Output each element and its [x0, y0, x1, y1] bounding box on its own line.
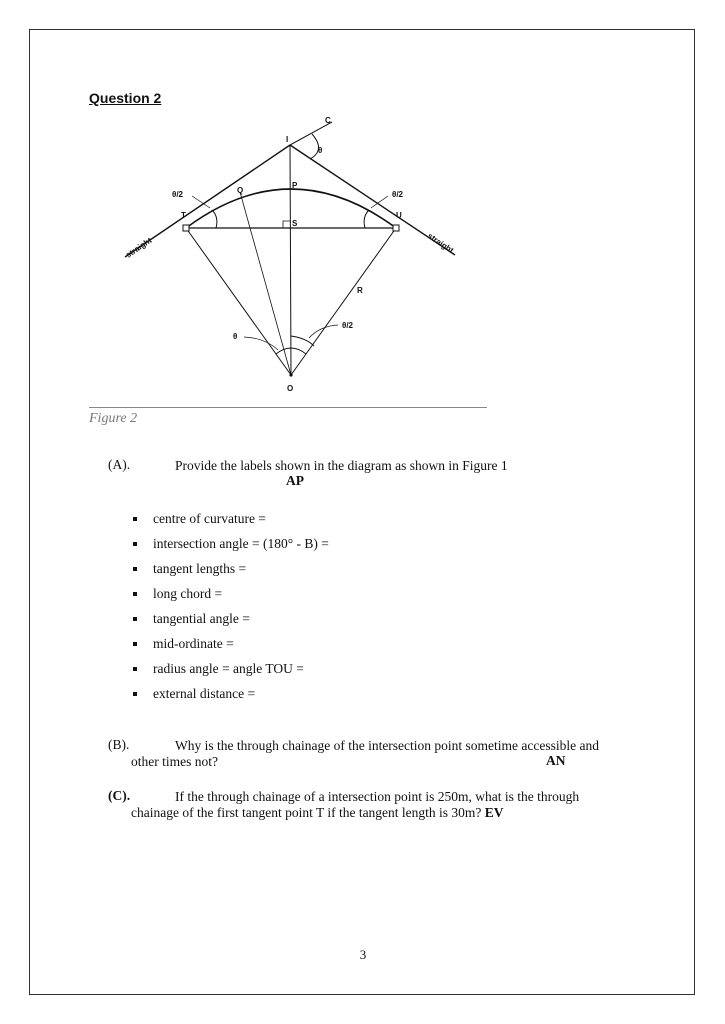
label-theta-i: θ — [318, 146, 323, 155]
label-half-theta-t: θ/2 — [172, 190, 183, 199]
list-item: intersection angle = (180° - B) = — [133, 531, 329, 556]
list-item: centre of curvature = — [133, 506, 329, 531]
part-c-line2: chainage of the first tangent point T if the tangent length is 30m? EV — [131, 805, 504, 820]
label-r: R — [357, 286, 363, 295]
label-t: T — [181, 211, 186, 220]
list-item: external distance = — [133, 681, 329, 706]
figure-caption: Figure 2 — [89, 411, 138, 426]
label-q: Q — [237, 186, 244, 195]
figure-rule — [89, 407, 487, 408]
radius-oq — [240, 192, 291, 375]
list-item: tangent lengths = — [133, 556, 329, 581]
radius-ot — [186, 228, 291, 375]
part-a-label: (A). — [108, 457, 131, 472]
angle-arc-u — [364, 210, 369, 228]
leader-half-theta-u — [371, 196, 388, 208]
list-item: long chord = — [133, 581, 329, 606]
part-b-line2: other times not? — [131, 754, 218, 769]
centre-line — [290, 145, 291, 375]
label-straight-right: straight — [425, 231, 456, 256]
list-item: tangential angle = — [133, 606, 329, 631]
page-number: 3 — [359, 947, 367, 962]
radius-ou — [291, 228, 396, 375]
tangent-point-t — [183, 225, 189, 231]
bullet-icon — [133, 617, 137, 621]
part-b-initials: AN — [546, 753, 566, 768]
bullet-icon — [133, 592, 137, 596]
label-list — [133, 506, 329, 706]
label-o: O — [287, 384, 294, 393]
label-c: C — [325, 116, 331, 125]
label-straight-left: straight — [124, 235, 154, 260]
tangent-point-u — [393, 225, 399, 231]
question-title: Question 2 — [89, 90, 162, 106]
bullet-icon — [133, 642, 137, 646]
label-u: U — [396, 211, 402, 220]
list-item: mid-ordinate = — [133, 631, 329, 656]
label-theta-o: θ — [233, 332, 238, 341]
part-c-line1: If the through chainage of a intersection point is 250m, what is the through — [175, 789, 580, 804]
part-a-initials: AP — [286, 473, 304, 488]
bullet-icon — [133, 567, 137, 571]
curve-diagram — [120, 110, 480, 400]
bullet-icon — [133, 542, 137, 546]
part-c-initials: EV — [484, 805, 504, 820]
extension-c-line — [290, 122, 332, 145]
label-i: I — [286, 135, 289, 144]
label-half-theta-u: θ/2 — [392, 190, 403, 199]
label-s: S — [292, 219, 298, 228]
part-b-line1: Why is the through chainage of the intersection point sometime accessible and — [175, 738, 599, 753]
bullet-icon — [133, 692, 137, 696]
right-angle-mark — [283, 221, 290, 228]
part-b-label: (B). — [108, 737, 130, 752]
label-half-theta-o: θ/2 — [342, 321, 353, 330]
part-c-label: (C). — [108, 788, 131, 803]
angle-arc-t — [212, 210, 217, 228]
bullet-icon — [133, 667, 137, 671]
list-item: radius angle = angle TOU = — [133, 656, 329, 681]
part-a-text: Provide the labels shown in the diagram as shown in Figure 1 — [175, 458, 508, 473]
angle-arc-o-half — [291, 336, 314, 346]
leader-theta-o — [244, 337, 278, 350]
centre-point-o — [289, 373, 292, 376]
label-p: P — [292, 181, 298, 190]
bullet-icon — [133, 517, 137, 521]
leader-half-theta-o — [309, 325, 338, 338]
